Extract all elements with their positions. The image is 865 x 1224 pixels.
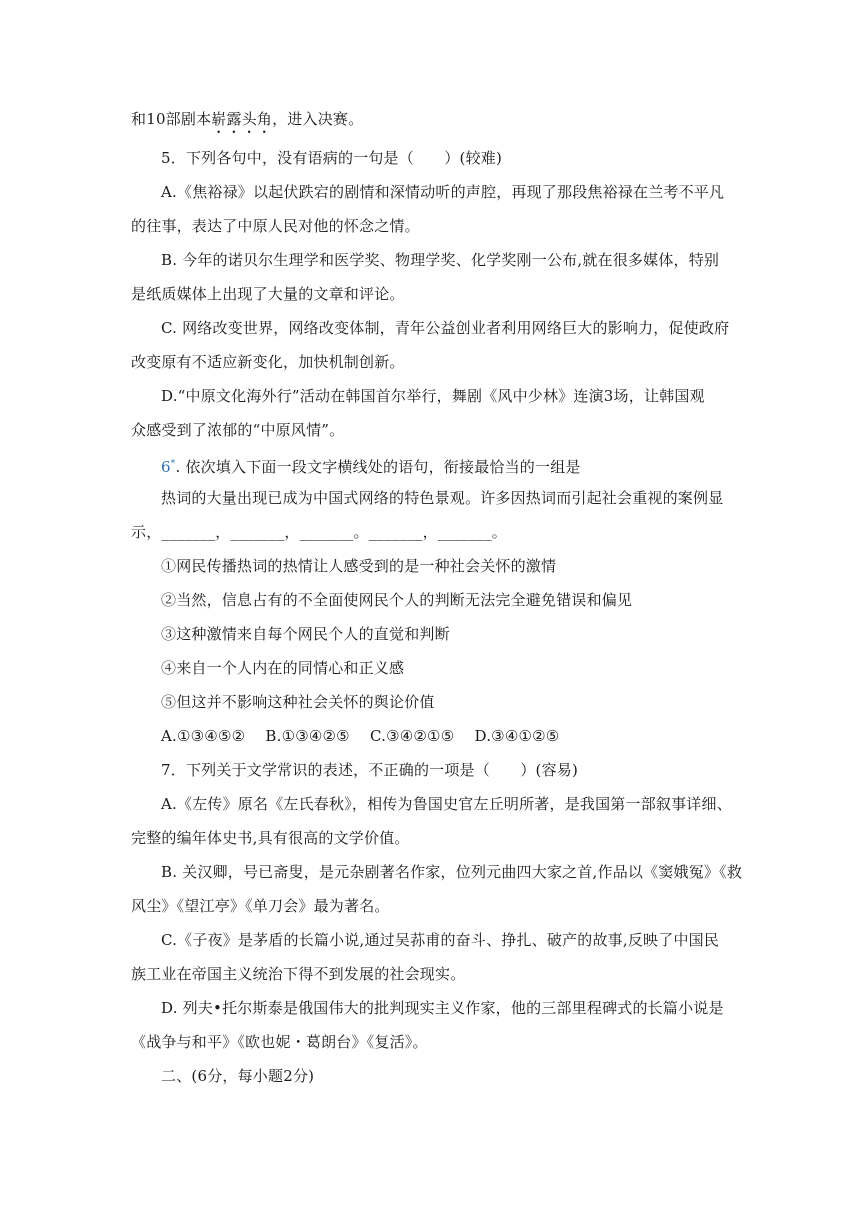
option-7c: C.《子夜》是茅盾的长篇小说,通过吴荪甫的奋斗、挣扎、破产的故事,反映了中国民: [161, 931, 720, 949]
question-mark-sup: *: [170, 459, 176, 469]
option-7d-cont: 《战争与和平》《欧也妮・葛朗台》《复活》。: [131, 1033, 428, 1051]
sentence-1: ①网民传播热词的热情让人感受到的是一种社会关怀的激情: [161, 557, 557, 575]
option-5a-cont: 的往事，表达了中原人民对他的怀念之情。: [131, 217, 420, 235]
option-7a: A.《左传》原名《左氏春秋》，相传为鲁国史官左丘明所著，是我国第一部叙事详细、: [161, 795, 732, 813]
question-5-stem: 5．下列各句中，没有语病的一句是（ ）(较难): [161, 149, 503, 167]
option-7b-cont: 风尘》《望江亭》《单刀会》最为著名。: [131, 897, 390, 915]
sentence-4: ④来自一个人内在的同情心和正义感: [161, 659, 405, 677]
option-5d-cont: 众感受到了浓郁的“中原风情”。: [131, 421, 345, 439]
option-5b: B. 今年的诺贝尔生理学和医学奖、物理学奖、化学奖刚一公布,就在很多媒体，特别: [161, 251, 720, 269]
section-heading: 二、(6分，每小题2分): [161, 1067, 315, 1085]
sentence-5: ⑤但这并不影响这种社会关怀的舆论价值: [161, 693, 435, 711]
option-7b: B. 关汉卿，号已斋叟，是元杂剧著名作家，位列元曲四大家之首,作品以《窦娥冤》《救: [161, 863, 743, 881]
text-line: 和10部剧本崭露头角，进入决赛。: [131, 110, 364, 128]
sentence-3: ③这种激情来自每个网民个人的直觉和判断: [161, 625, 450, 643]
passage-blanks: 示，_______，_______，_______。_______，_______。: [131, 523, 507, 541]
sentence-2: ②当然，信息占有的不全面使网民个人的判断无法完全避免错误和偏见: [161, 591, 633, 609]
option-7d: D. 列夫•托尔斯泰是俄国伟大的批判现实主义作家，他的三部里程碑式的长篇小说是: [161, 999, 724, 1017]
option-5a: A.《焦裕禄》以起伏跌宕的剧情和深情动听的声腔，再现了那段焦裕禄在兰考不平凡: [161, 183, 725, 201]
question-6-options: A.①③④⑤② B.①③④②⑤ C.③④②①⑤ D.③④①②⑤: [161, 727, 560, 745]
question-6-stem: 6*. 依次填入下面一段文字横线处的语句，衔接最恰当的一组是: [161, 458, 581, 476]
question-7-stem: 7．下列关于文学常识的表述，不正确的一项是（ ）(容易): [161, 761, 579, 779]
option-5b-cont: 是纸质媒体上出现了大量的文章和评论。: [131, 285, 405, 303]
option-5d: D.“中原文化海外行”活动在韩国首尔举行，舞剧《风中少林》连演3场，让韩国观: [161, 387, 705, 405]
option-7c-cont: 族工业在帝国主义统治下得不到发展的社会现实。: [131, 965, 466, 983]
option-7a-cont: 完整的编年体史书,具有很高的文学价值。: [131, 829, 410, 847]
option-5c-cont: 改变原有不适应新变化，加快机制创新。: [131, 353, 405, 371]
option-5c: C. 网络改变世界，网络改变体制，青年公益创业者利用网络巨大的影响力，促使政府: [161, 319, 730, 337]
question-number: 6: [161, 458, 171, 476]
emphasized-phrase: 崭露头角: [211, 110, 273, 128]
passage-line: 热词的大量出现已成为中国式网络的特色景观。许多因热词而引起社会重视的案例显: [161, 489, 724, 507]
